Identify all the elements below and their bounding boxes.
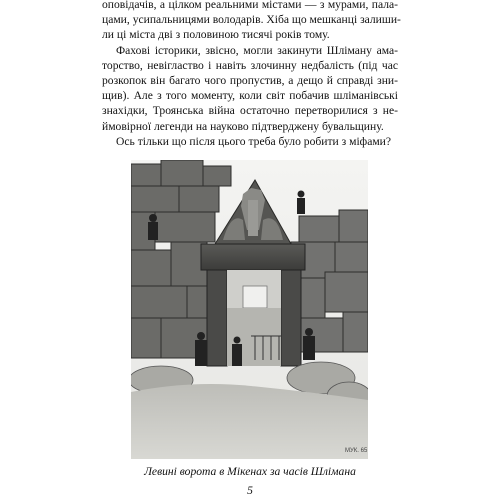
text-line: щив). Але з того моменту, коли світ побачив шліманівські <box>102 89 398 103</box>
lion-gate-photo <box>131 160 368 459</box>
text-line: розкопок він багато чого пропустив, а дещо й справді зни- <box>102 74 398 88</box>
page-number: 5 <box>247 484 253 497</box>
text-line: знахідки, Троянська війна остаточно перетворилися з не- <box>102 104 398 118</box>
body-text <box>102 0 401 149</box>
lion-gate-photo-svg <box>131 160 368 459</box>
figure-caption: Левині ворота в Мікенах за часів Шлімана <box>144 465 356 478</box>
text-line: торство, невігластво і навіть злочинну недбалість (під час <box>102 58 398 72</box>
text-line: цами, усипальницями володарів. Хіба що мешканці залиши- <box>102 13 401 27</box>
text-line: оповідачів, а цілком реальними містами — з мурами, пала- <box>102 0 398 11</box>
text-line: ймовірної легенди на науково підтверджену бувальщину. <box>102 119 384 133</box>
text-line: Фахові історики, звісно, могли закинути Шліману ама- <box>116 43 398 57</box>
photo-corner-mark: МУК. 65 <box>345 448 368 454</box>
text-line: Ось тільки що після цього треба було робити з міфами? <box>116 134 392 148</box>
text-line: ли ці міста дві з половиною тисячі років тому. <box>102 28 330 42</box>
